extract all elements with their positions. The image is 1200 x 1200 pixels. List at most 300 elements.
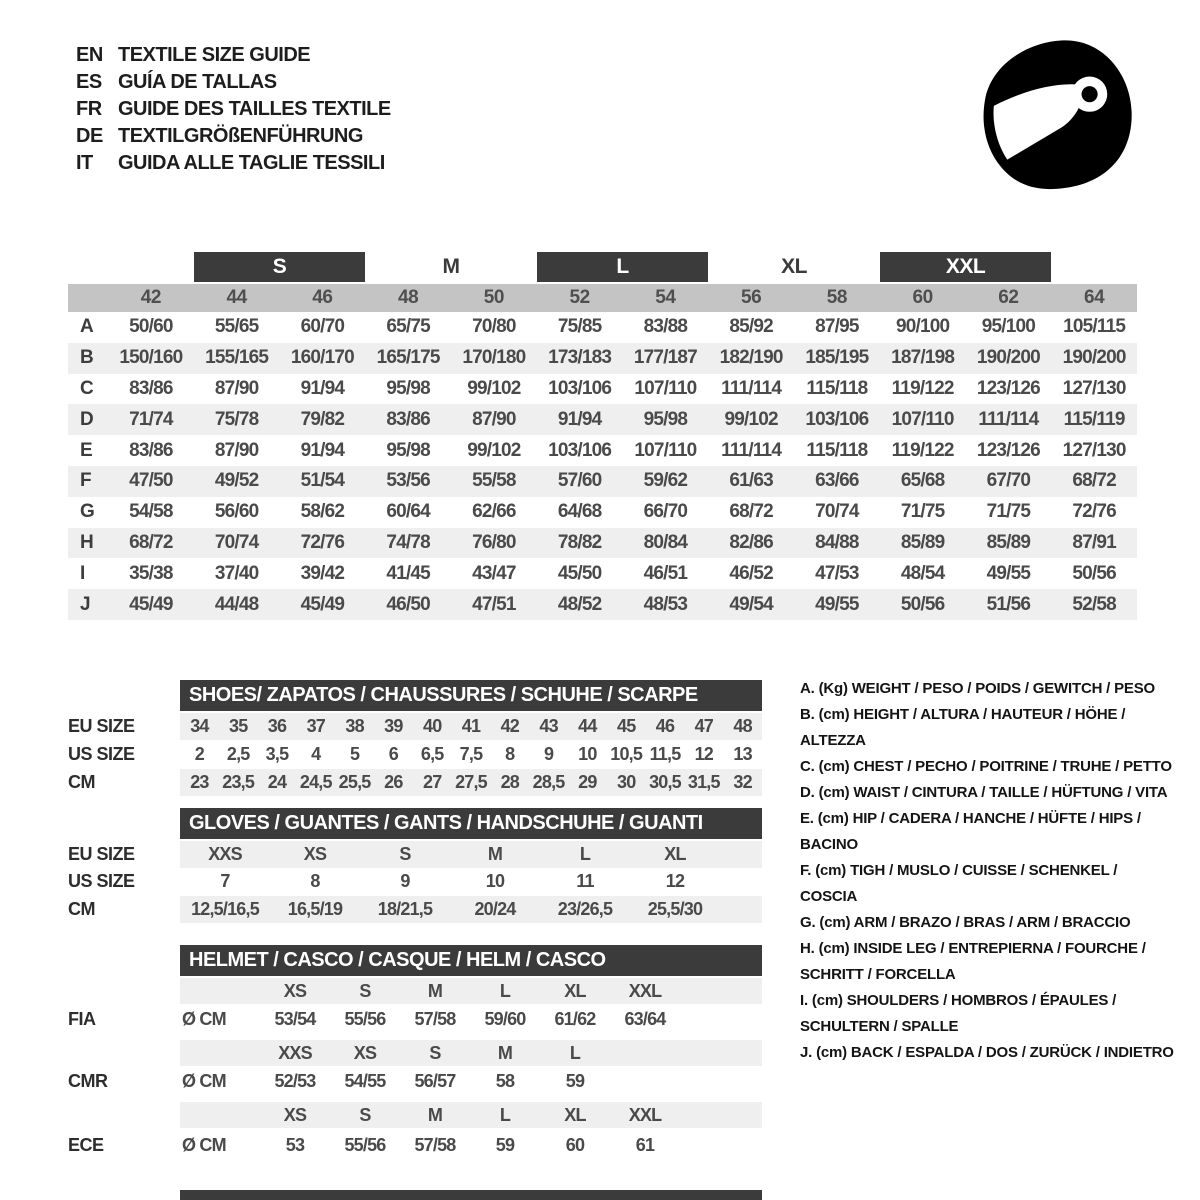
- size-value-cell: 83/86: [129, 439, 173, 461]
- gloves-value-cell: 11: [576, 871, 594, 891]
- language-title: TEXTILGRÖßENFÜHRUNG: [118, 125, 363, 147]
- helmet-size-cell: L: [499, 1104, 511, 1125]
- size-value-cell: 71/74: [129, 408, 173, 430]
- size-value-cell: 91/94: [300, 377, 345, 399]
- gloves-value-cell: M: [487, 844, 503, 864]
- size-value-cell: 52/58: [1072, 593, 1116, 615]
- size-value-cell: 47/51: [472, 593, 516, 615]
- size-value-cell: 190/200: [1062, 347, 1126, 369]
- legend-item: C. (cm) CHEST / PECHO / POITRINE / TRUHE / PETTO: [800, 758, 1172, 775]
- legend-item: H. (cm) INSIDE LEG / ENTREPIERNA / FOURCHE / SCHRITT / FORCELLA: [800, 940, 1146, 983]
- bar-spacer: [1051, 252, 1137, 282]
- legend-item: A. (Kg) WEIGHT / PESO / POIDS / GEWITCH / PESO: [800, 680, 1155, 697]
- row-letter: D: [80, 408, 94, 430]
- size-value-cell: 91/94: [300, 439, 345, 461]
- size-value-cell: 177/187: [633, 347, 697, 369]
- shoes-row: [68, 713, 762, 740]
- bar-spacer: [68, 252, 108, 282]
- size-value-cell: 45/49: [300, 593, 345, 615]
- helmet-values-cells: [180, 1005, 762, 1034]
- diameter-unit-label: Ø CM: [182, 1071, 226, 1091]
- legend-item: J. (cm) BACK / ESPALDA / DOS / ZURÜCK / INDIETRO: [800, 1044, 1174, 1061]
- numeric-size: 50: [483, 287, 504, 308]
- gloves-value-cell: XXS: [208, 844, 242, 864]
- legend-item: D. (cm) WAIST / CINTURA / TAILLE / HÜFTUNG / VITA: [800, 784, 1168, 801]
- size-group-label: M: [442, 255, 460, 278]
- shoes-value-cell: 48: [733, 716, 752, 736]
- size-value-cell: 67/70: [986, 470, 1031, 492]
- numeric-size-band: [68, 284, 1137, 312]
- language-row: [76, 42, 391, 69]
- helmet-value-cell: 61: [635, 1135, 655, 1155]
- size-value-cell: 150/160: [119, 347, 183, 369]
- size-value-cell: 87/90: [214, 439, 259, 461]
- shoes-value-cell: 47: [694, 716, 713, 736]
- helmet-size-cell: XS: [283, 980, 307, 1001]
- size-value-cell: 127/130: [1062, 439, 1126, 461]
- size-value-cell: 84/88: [815, 531, 859, 553]
- shoes-value-cell: 30: [616, 772, 636, 792]
- gloves-value-cell: 25,5/30: [647, 899, 703, 919]
- helmet-value-cell: 63/64: [624, 1009, 666, 1029]
- size-value-cell: 119/122: [891, 377, 954, 399]
- shoes-value-cell: 2,5: [226, 744, 250, 764]
- helmet-standard-label: FIA: [68, 1009, 96, 1029]
- shoes-value-cell: 32: [733, 772, 752, 792]
- size-value-cell: 75/78: [214, 408, 259, 430]
- shoes-value-cell: 28: [500, 772, 519, 792]
- size-value-cell: 41/45: [386, 562, 430, 584]
- size-value-cell: 95/100: [981, 316, 1036, 338]
- size-value-cell: 165/175: [376, 347, 440, 369]
- size-group-label: S: [194, 252, 366, 282]
- numeric-size: 52: [569, 287, 590, 308]
- shoes-row-cells: [180, 713, 762, 740]
- size-value-cell: 127/130: [1062, 377, 1126, 399]
- size-value-cell: 99/102: [724, 408, 778, 430]
- shoes-value-cell: 6: [388, 744, 398, 764]
- size-value-cell: 39/42: [300, 562, 345, 584]
- size-value-cell: 62/66: [472, 501, 516, 523]
- size-value-cell: 48/54: [900, 562, 945, 584]
- size-value-cell: 60/64: [386, 501, 430, 523]
- size-value-cell: 66/70: [643, 501, 688, 523]
- size-value-cell: 99/102: [467, 377, 521, 399]
- shoes-value-cell: 42: [500, 716, 519, 736]
- size-value-cell: 75/85: [557, 316, 602, 338]
- table-row: [68, 374, 1137, 405]
- helmet-values-row: [68, 1131, 762, 1160]
- size-group-label: XXL: [880, 252, 1052, 282]
- shoes-value-cell: 2: [194, 744, 204, 764]
- shoes-row-label: EU SIZE: [68, 716, 135, 736]
- helmet-sizes-cells: [180, 1040, 762, 1066]
- size-value-cell: 79/82: [300, 408, 345, 430]
- size-value-cell: 111/114: [721, 377, 782, 399]
- size-value-cell: 111/114: [978, 408, 1039, 430]
- shoes-value-cell: 9: [543, 744, 554, 764]
- size-value-cell: 47/53: [815, 562, 859, 584]
- shoes-value-cell: 31,5: [687, 772, 720, 792]
- shoes-value-cell: 23: [190, 772, 209, 792]
- helmet-row-label: [68, 1040, 180, 1066]
- numeric-size: 48: [398, 287, 419, 308]
- size-value-cell: 50/56: [1072, 562, 1116, 584]
- shoes-value-cell: 24: [267, 772, 287, 792]
- language-row: [76, 150, 391, 177]
- row-letter: H: [80, 531, 94, 553]
- size-value-cell: 44/48: [214, 593, 259, 615]
- shoes-value-cell: 12: [694, 744, 713, 764]
- size-value-cell: 85/92: [729, 316, 773, 338]
- shoes-row: [68, 741, 762, 768]
- numeric-size: 60: [912, 287, 933, 308]
- size-value-cell: 95/98: [643, 408, 688, 430]
- size-value-cell: 43/47: [472, 562, 516, 584]
- numeric-size: 54: [655, 287, 676, 308]
- size-value-cell: 123/126: [976, 377, 1040, 399]
- size-value-cell: 58/62: [300, 501, 345, 523]
- size-group-label: XL: [781, 255, 807, 278]
- size-value-cell: 71/75: [900, 501, 945, 523]
- table-row: [68, 497, 1137, 528]
- shoes-section-header: SHOES/ ZAPATOS / CHAUSSURES / SCHUHE / SCARPE: [180, 680, 762, 711]
- shoes-value-cell: 36: [267, 716, 287, 736]
- size-value-cell: 51/54: [300, 470, 345, 492]
- gloves-row-label: CM: [68, 899, 95, 919]
- size-value-cell: 115/119: [1063, 408, 1125, 430]
- size-value-cell: 111/114: [721, 439, 782, 461]
- helmet-size-cell: L: [569, 1042, 581, 1063]
- shoes-value-cell: 43: [539, 716, 558, 736]
- gloves-value-cell: 8: [310, 871, 320, 891]
- size-value-cell: 82/86: [729, 531, 773, 553]
- helmet-value-cell: 55/56: [344, 1135, 386, 1155]
- size-value-cell: 37/40: [214, 562, 259, 584]
- shoes-value-cell: 40: [422, 716, 442, 736]
- helmet-size-cell: S: [359, 1104, 371, 1125]
- helmet-value-cell: 55/56: [344, 1009, 386, 1029]
- garment-size-rows: [68, 312, 1137, 620]
- size-value-cell: 63/66: [815, 470, 859, 492]
- size-value-cell: 51/56: [986, 593, 1031, 615]
- size-value-cell: 83/86: [129, 377, 173, 399]
- size-value-cell: 155/165: [205, 347, 269, 369]
- shoes-value-cell: 11,5: [649, 744, 681, 764]
- size-value-cell: 185/195: [805, 347, 869, 369]
- size-value-cell: 76/80: [472, 531, 516, 553]
- gloves-row-label: EU SIZE: [68, 844, 135, 864]
- size-value-cell: 95/98: [386, 377, 430, 399]
- legend-item: E. (cm) HIP / CADERA / HANCHE / HÜFTE / HIPS / BACINO: [800, 810, 1141, 853]
- numeric-size: 42: [140, 287, 161, 308]
- shoes-value-cell: 7,5: [459, 744, 483, 764]
- size-value-cell: 54/58: [129, 501, 173, 523]
- shoes-value-cell: 25,5: [338, 772, 371, 792]
- size-value-cell: 119/122: [891, 439, 954, 461]
- size-value-cell: 35/38: [129, 562, 173, 584]
- size-value-cell: 46/50: [386, 593, 430, 615]
- size-value-cell: 45/49: [129, 593, 173, 615]
- language-row: [76, 69, 391, 96]
- size-value-cell: 160/170: [290, 347, 354, 369]
- helmet-value-cell: 52/53: [274, 1071, 316, 1091]
- language-title: GUIDA ALLE TAGLIE TESSILI: [118, 152, 385, 174]
- row-letter: E: [80, 439, 93, 461]
- helmet-standard-label: CMR: [68, 1071, 108, 1091]
- table-row: [68, 435, 1137, 466]
- shoes-value-cell: 24,5: [299, 772, 332, 792]
- helmet-sizes-cells: [180, 978, 762, 1004]
- gloves-value-cell: XL: [664, 844, 686, 864]
- row-letter: C: [80, 377, 94, 399]
- shoes-value-cell: 38: [345, 716, 364, 736]
- size-value-cell: 71/75: [986, 501, 1031, 523]
- size-value-cell: 85/89: [986, 531, 1031, 553]
- helmet-row-label: [68, 978, 180, 1004]
- racing-helmet-icon: [972, 32, 1140, 200]
- shoes-value-cell: 30,5: [649, 772, 681, 792]
- numeric-size: 44: [226, 287, 247, 308]
- shoes-value-cell: 8: [505, 744, 515, 764]
- size-value-cell: 53/56: [386, 470, 430, 492]
- numeric-size: 58: [826, 287, 847, 308]
- diameter-unit-label: Ø CM: [182, 1009, 226, 1029]
- size-value-cell: 107/110: [634, 439, 697, 461]
- shoes-value-cell: 41: [461, 716, 481, 736]
- size-value-cell: 50/60: [129, 316, 173, 338]
- shoes-value-cell: 27: [422, 772, 442, 792]
- helmet-value-cell: 54/55: [344, 1071, 386, 1091]
- helmet-value-cell: 61/62: [554, 1009, 596, 1029]
- language-title: GUÍA DE TALLAS: [118, 71, 277, 93]
- size-value-cell: 46/52: [729, 562, 773, 584]
- size-value-cell: 70/80: [472, 316, 516, 338]
- size-value-cell: 90/100: [895, 316, 950, 338]
- helmet-value-cell: 53: [285, 1135, 305, 1155]
- size-value-cell: 50/56: [900, 593, 945, 615]
- gloves-value-cell: 16,5/19: [287, 899, 343, 919]
- size-value-cell: 49/55: [815, 593, 859, 615]
- gloves-value-cell: 23/26,5: [557, 899, 613, 919]
- language-row: [76, 123, 391, 150]
- size-value-cell: 103/106: [548, 439, 612, 461]
- language-code: DE: [76, 125, 103, 147]
- legend-item: G. (cm) ARM / BRAZO / BRAS / ARM / BRACCIO: [800, 914, 1131, 931]
- size-value-cell: 61/63: [729, 470, 773, 492]
- helmet-size-cell: M: [427, 980, 443, 1001]
- gloves-value-cell: S: [399, 844, 411, 864]
- size-value-cell: 60/70: [300, 316, 345, 338]
- helmet-sizes-row: [68, 1102, 762, 1128]
- shoes-value-cell: 35: [228, 716, 248, 736]
- size-value-cell: 170/180: [462, 347, 526, 369]
- gloves-row-label: US SIZE: [68, 871, 135, 891]
- gloves-value-cell: 20/24: [474, 899, 516, 919]
- helmet-sizes-row: [68, 978, 762, 1004]
- size-value-cell: 45/50: [557, 562, 602, 584]
- helmet-value-cell: 57/58: [414, 1009, 456, 1029]
- numeric-size: 56: [741, 287, 762, 308]
- size-value-cell: 46/51: [643, 562, 688, 584]
- gloves-value-cell: 18/21,5: [377, 899, 433, 919]
- helmet-size-cell: XXS: [278, 1042, 312, 1063]
- size-value-cell: 59/62: [643, 470, 688, 492]
- size-value-cell: 78/82: [557, 531, 602, 553]
- size-value-cell: 56/60: [214, 501, 259, 523]
- helmet-size-cell: XS: [283, 1104, 307, 1125]
- shoes-value-cell: 10,5: [610, 744, 643, 764]
- helmet-size-cell: XXL: [628, 1104, 662, 1125]
- shoes-value-cell: 10: [578, 744, 597, 764]
- legend-item: I. (cm) SHOULDERS / HOMBROS / ÉPAULES / SCHULTERN / SPALLE: [800, 992, 1117, 1035]
- size-value-cell: 68/72: [1072, 470, 1116, 492]
- size-value-cell: 72/76: [1072, 501, 1116, 523]
- shoes-value-cell: 4: [311, 744, 321, 764]
- helmet-values-cells: [180, 1131, 762, 1160]
- table-row: [68, 343, 1137, 374]
- helmet-standard-label: ECE: [68, 1135, 104, 1155]
- gloves-row: [68, 841, 762, 868]
- garment-size-table: [68, 252, 1137, 620]
- gloves-value-cell: 12: [665, 871, 685, 891]
- size-group-bars: [68, 252, 1137, 282]
- size-value-cell: 115/118: [806, 439, 868, 461]
- helmet-sizes-row: [68, 1040, 762, 1066]
- helmet-size-cell: XXL: [628, 980, 662, 1001]
- shoes-value-cell: 6,5: [420, 744, 444, 764]
- legend-item: B. (cm) HEIGHT / ALTURA / HAUTEUR / HÖHE / ALTEZZA: [800, 706, 1126, 749]
- size-value-cell: 123/126: [976, 439, 1040, 461]
- shoes-value-cell: 5: [349, 744, 360, 764]
- row-letter: F: [80, 470, 92, 492]
- size-value-cell: 105/115: [1063, 316, 1126, 338]
- size-value-cell: 68/72: [729, 501, 773, 523]
- truncated-section-bar: [180, 1190, 762, 1200]
- helmet-size-cell: L: [499, 980, 511, 1001]
- shoes-value-cell: 3,5: [265, 744, 289, 764]
- language-row: [76, 96, 391, 123]
- helmet-values-cells: [180, 1067, 762, 1096]
- row-letter: G: [80, 501, 95, 523]
- size-value-cell: 87/90: [214, 377, 259, 399]
- size-value-cell: 95/98: [386, 439, 430, 461]
- helmet-value-cell: 56/57: [414, 1071, 456, 1091]
- size-value-cell: 65/68: [900, 470, 945, 492]
- size-value-cell: 72/76: [300, 531, 345, 553]
- size-value-cell: 64/68: [557, 501, 602, 523]
- gloves-row-cells: [180, 841, 762, 868]
- size-value-cell: 70/74: [815, 501, 859, 523]
- helmet-size-cell: XS: [353, 1042, 377, 1063]
- language-code: FR: [76, 98, 102, 120]
- helmet-value-cell: 59: [495, 1135, 515, 1155]
- size-value-cell: 107/110: [891, 408, 954, 430]
- helmet-row-label: [68, 1102, 180, 1128]
- size-value-cell: 57/60: [557, 470, 602, 492]
- helmet-section-header: HELMET / CASCO / CASQUE / HELM / CASCO: [180, 945, 762, 976]
- size-value-cell: 47/50: [129, 470, 173, 492]
- size-value-cell: 99/102: [467, 439, 521, 461]
- helmet-size-cell: S: [429, 1042, 441, 1063]
- shoes-row-cells: [180, 741, 762, 768]
- size-value-cell: 49/52: [214, 470, 259, 492]
- shoes-value-cell: 23,5: [222, 772, 255, 792]
- helmet-value-cell: 53/54: [274, 1009, 316, 1029]
- shoes-value-cell: 27,5: [455, 772, 487, 792]
- language-title: TEXTILE SIZE GUIDE: [118, 44, 311, 66]
- helmet-value-cell: 57/58: [414, 1135, 456, 1155]
- size-value-cell: 48/52: [557, 593, 602, 615]
- size-value-cell: 87/91: [1072, 531, 1116, 553]
- table-row: [68, 312, 1137, 343]
- row-letter: I: [80, 562, 86, 584]
- size-value-cell: 182/190: [719, 347, 783, 369]
- table-row: [68, 404, 1137, 435]
- language-title-list: [76, 42, 391, 177]
- shoes-value-cell: 29: [578, 772, 597, 792]
- size-value-cell: 55/58: [472, 470, 516, 492]
- helmet-sizes-cells: [180, 1102, 762, 1128]
- gloves-row-cells: [180, 896, 762, 923]
- helmet-size-cell: XL: [564, 1104, 586, 1125]
- shoes-value-cell: 45: [616, 716, 636, 736]
- gloves-value-cell: 7: [220, 871, 230, 891]
- diameter-unit-label: Ø CM: [182, 1135, 226, 1155]
- helmet-size-cell: M: [427, 1104, 443, 1125]
- helmet-values-row: [68, 1067, 762, 1096]
- size-value-cell: 103/106: [805, 408, 869, 430]
- size-group-label: L: [537, 252, 709, 282]
- language-code: IT: [76, 152, 93, 174]
- measurement-legend: [800, 676, 1178, 1066]
- row-letter: A: [80, 316, 94, 338]
- shoes-value-cell: 39: [384, 716, 403, 736]
- shoes-value-cell: 26: [384, 772, 403, 792]
- gloves-row: [68, 896, 762, 923]
- table-row: [68, 466, 1137, 497]
- size-value-cell: 49/55: [986, 562, 1031, 584]
- size-value-cell: 49/54: [729, 593, 773, 615]
- table-row: [68, 589, 1137, 620]
- helmet-values-row: [68, 1005, 762, 1034]
- shoes-value-cell: 34: [190, 716, 209, 736]
- size-value-cell: 187/198: [891, 347, 955, 369]
- size-value-cell: 80/84: [643, 531, 688, 553]
- shoes-value-cell: 37: [306, 716, 325, 736]
- size-value-cell: 107/110: [634, 377, 697, 399]
- size-value-cell: 68/72: [129, 531, 173, 553]
- legend-item: F. (cm) TIGH / MUSLO / CUISSE / SCHENKEL / COSCIA: [800, 862, 1118, 905]
- shoes-value-cell: 44: [578, 716, 597, 736]
- size-value-cell: 115/118: [806, 377, 868, 399]
- gloves-value-cell: L: [579, 844, 591, 864]
- shoes-row: [68, 769, 762, 796]
- table-row: [68, 558, 1137, 589]
- shoes-value-cell: 46: [655, 716, 675, 736]
- shoes-row-cells: [180, 769, 762, 796]
- row-letter: J: [80, 593, 91, 615]
- helmet-size-cell: M: [497, 1042, 513, 1063]
- helmet-value-cell: 59: [565, 1071, 585, 1091]
- size-value-cell: 55/65: [214, 316, 259, 338]
- shoes-value-cell: 13: [733, 744, 752, 764]
- size-value-cell: 83/86: [386, 408, 430, 430]
- row-letter: B: [80, 347, 94, 369]
- size-value-cell: 87/95: [815, 316, 859, 338]
- size-value-cell: 70/74: [214, 531, 259, 553]
- helmet-value-cell: 59/60: [484, 1009, 526, 1029]
